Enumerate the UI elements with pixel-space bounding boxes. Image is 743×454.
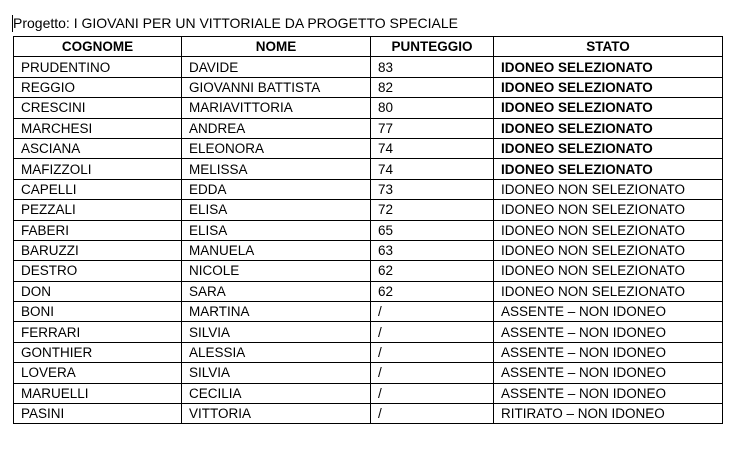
table-row: [14, 281, 723, 301]
document-title: Progetto: I GIOVANI PER UN VITTORIALE DA PROGETTO SPECIALE: [13, 15, 459, 31]
cell-cognome: REGGIO: [14, 77, 182, 97]
cell-punteggio: /: [371, 383, 494, 403]
cell-punteggio: /: [371, 404, 494, 424]
table-row: [14, 342, 723, 362]
cell-nome: ELEONORA: [182, 138, 371, 158]
cell-cognome: FABERI: [14, 220, 182, 240]
header-cognome: COGNOME: [14, 37, 182, 57]
cell-cognome: BARUZZI: [14, 240, 182, 260]
table-row: [14, 98, 723, 118]
cell-cognome: MARUELLI: [14, 383, 182, 403]
cell-stato: IDONEO SELEZIONATO: [494, 159, 723, 179]
cell-nome: MARTINA: [182, 302, 371, 322]
header-nome: NOME: [182, 37, 371, 57]
cell-cognome: CRESCINI: [14, 98, 182, 118]
cell-cognome: LOVERA: [14, 363, 182, 383]
header-punteggio: PUNTEGGIO: [371, 37, 494, 57]
cell-stato: IDONEO NON SELEZIONATO: [494, 200, 723, 220]
cell-punteggio: 77: [371, 118, 494, 138]
table-header-row: [14, 37, 723, 57]
cell-nome: ELISA: [182, 220, 371, 240]
cell-punteggio: 73: [371, 179, 494, 199]
table-row: [14, 179, 723, 199]
cell-nome: SILVIA: [182, 363, 371, 383]
cell-stato: IDONEO NON SELEZIONATO: [494, 240, 723, 260]
cell-stato: ASSENTE – NON IDONEO: [494, 383, 723, 403]
cell-stato: IDONEO NON SELEZIONATO: [494, 179, 723, 199]
cell-cognome: PEZZALI: [14, 200, 182, 220]
cell-cognome: PRUDENTINO: [14, 57, 182, 77]
cell-stato: ASSENTE – NON IDONEO: [494, 302, 723, 322]
cell-cognome: DON: [14, 281, 182, 301]
cell-nome: SARA: [182, 281, 371, 301]
cell-punteggio: /: [371, 363, 494, 383]
table-row: [14, 220, 723, 240]
table-row: [14, 383, 723, 403]
table-row: [14, 200, 723, 220]
cell-punteggio: /: [371, 302, 494, 322]
cell-punteggio: /: [371, 342, 494, 362]
cell-nome: VITTORIA: [182, 404, 371, 424]
cell-punteggio: /: [371, 322, 494, 342]
cell-stato: IDONEO SELEZIONATO: [494, 138, 723, 158]
cell-cognome: FERRARI: [14, 322, 182, 342]
cell-punteggio: 65: [371, 220, 494, 240]
table-body: [14, 57, 723, 424]
cell-nome: GIOVANNI BATTISTA: [182, 77, 371, 97]
cell-stato: IDONEO NON SELEZIONATO: [494, 281, 723, 301]
cell-punteggio: 83: [371, 57, 494, 77]
cell-stato: ASSENTE – NON IDONEO: [494, 342, 723, 362]
cell-cognome: DESTRO: [14, 261, 182, 281]
table-row: [14, 322, 723, 342]
cell-nome: CECILIA: [182, 383, 371, 403]
cell-stato: IDONEO SELEZIONATO: [494, 77, 723, 97]
cell-cognome: MARCHESI: [14, 118, 182, 138]
cell-stato: ASSENTE – NON IDONEO: [494, 363, 723, 383]
cell-punteggio: 63: [371, 240, 494, 260]
cell-stato: RITIRATO – NON IDONEO: [494, 404, 723, 424]
cell-nome: ALESSIA: [182, 342, 371, 362]
cell-cognome: ASCIANA: [14, 138, 182, 158]
cell-nome: ANDREA: [182, 118, 371, 138]
header-stato: STATO: [494, 37, 723, 57]
cell-nome: ELISA: [182, 200, 371, 220]
cell-nome: MANUELA: [182, 240, 371, 260]
cell-nome: MELISSA: [182, 159, 371, 179]
cell-nome: NICOLE: [182, 261, 371, 281]
cell-stato: IDONEO NON SELEZIONATO: [494, 220, 723, 240]
cell-punteggio: 62: [371, 261, 494, 281]
table-row: [14, 240, 723, 260]
cell-nome: DAVIDE: [182, 57, 371, 77]
cell-stato: IDONEO SELEZIONATO: [494, 57, 723, 77]
cell-stato: IDONEO NON SELEZIONATO: [494, 261, 723, 281]
table-row: [14, 77, 723, 97]
cell-punteggio: 82: [371, 77, 494, 97]
cell-nome: EDDA: [182, 179, 371, 199]
cell-punteggio: 72: [371, 200, 494, 220]
table-row: [14, 302, 723, 322]
table-row: [14, 261, 723, 281]
table-row: [14, 118, 723, 138]
cell-cognome: CAPELLI: [14, 179, 182, 199]
cell-cognome: PASINI: [14, 404, 182, 424]
results-table: [13, 36, 723, 424]
cell-punteggio: 74: [371, 138, 494, 158]
cell-nome: SILVIA: [182, 322, 371, 342]
cell-punteggio: 62: [371, 281, 494, 301]
table-row: [14, 159, 723, 179]
table-row: [14, 363, 723, 383]
table-row: [14, 404, 723, 424]
cell-cognome: MAFIZZOLI: [14, 159, 182, 179]
cell-stato: IDONEO SELEZIONATO: [494, 118, 723, 138]
table-row: [14, 138, 723, 158]
cell-cognome: BONI: [14, 302, 182, 322]
table-row: [14, 57, 723, 77]
cell-punteggio: 74: [371, 159, 494, 179]
cell-cognome: GONTHIER: [14, 342, 182, 362]
cell-stato: IDONEO SELEZIONATO: [494, 98, 723, 118]
cell-nome: MARIAVITTORIA: [182, 98, 371, 118]
cell-stato: ASSENTE – NON IDONEO: [494, 322, 723, 342]
cell-punteggio: 80: [371, 98, 494, 118]
